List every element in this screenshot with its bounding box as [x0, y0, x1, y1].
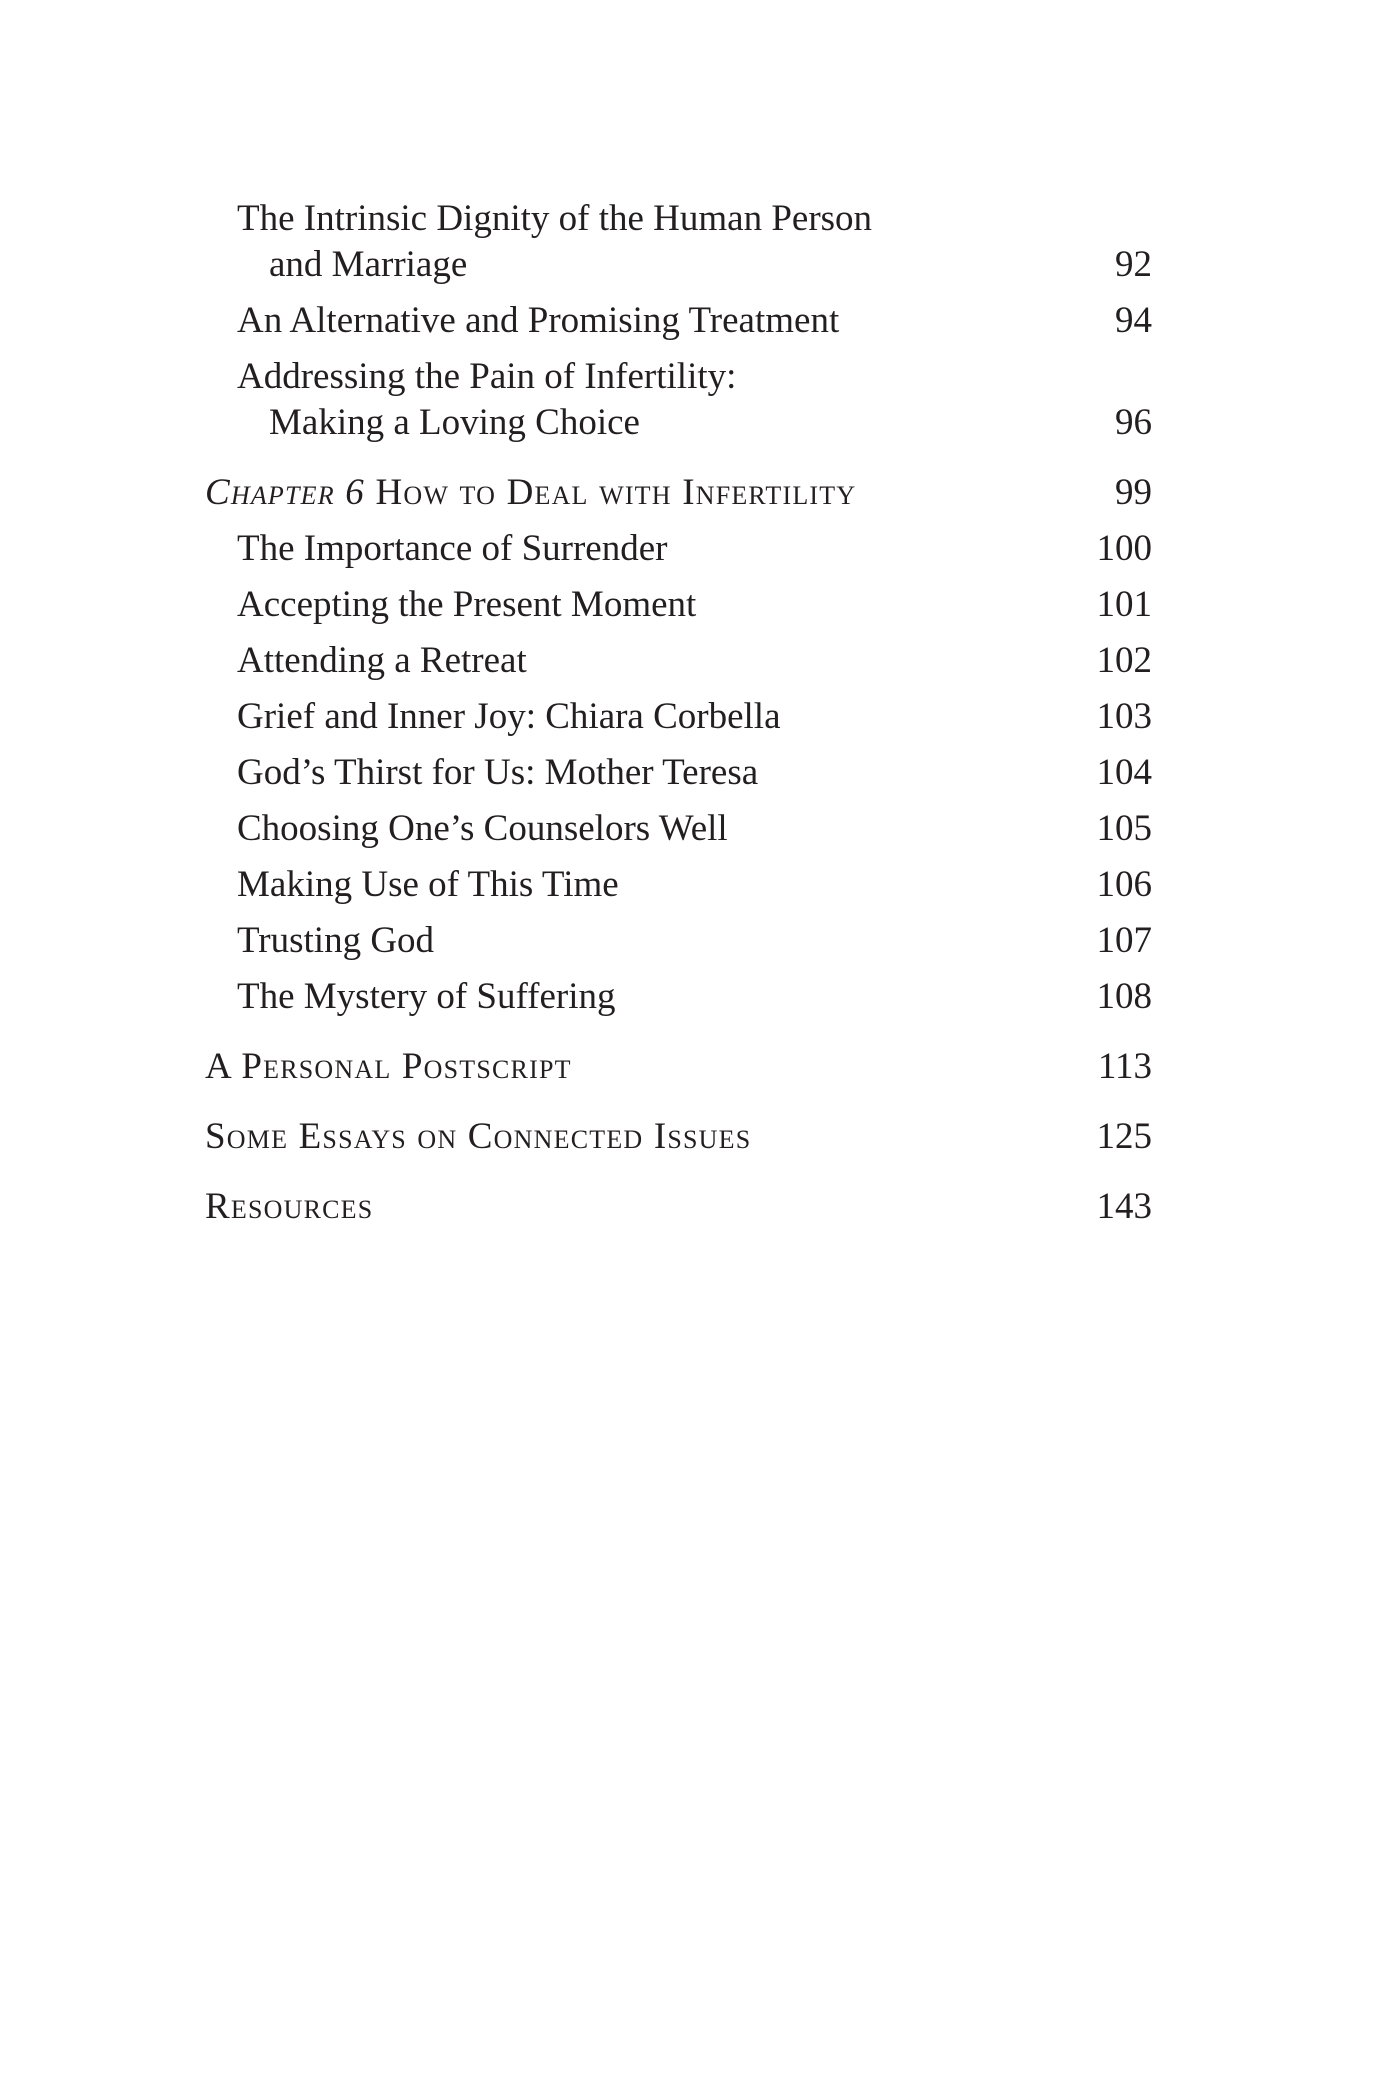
- chapter-label: Chapter 6: [205, 472, 365, 513]
- toc-entry-title: Choosing One’s Counselors Well: [237, 808, 728, 849]
- toc-entry: [237, 694, 1152, 740]
- toc-entry: [237, 862, 1152, 908]
- toc-entry-title: Attending a Retreat: [237, 640, 527, 681]
- toc-page-number: 94: [1115, 300, 1152, 341]
- toc-page-number: 125: [1096, 1116, 1152, 1157]
- toc-entry-title: Grief and Inner Joy: Chiara Corbella: [237, 696, 781, 737]
- toc-entry-title: God’s Thirst for Us: Mother Teresa: [237, 752, 759, 793]
- toc-entry-title: Accepting the Present Moment: [237, 584, 697, 625]
- back-matter-title: A Personal Postscript: [205, 1046, 572, 1087]
- toc-entry: [237, 526, 1152, 572]
- toc-entry: [237, 582, 1152, 628]
- toc-entry-title: The Intrinsic Dignity of the Human Person: [237, 198, 873, 239]
- toc-entry: [237, 974, 1152, 1020]
- toc-entry: [237, 918, 1152, 964]
- toc-entry-title: Making Use of This Time: [237, 864, 619, 905]
- toc-page-number: 100: [1096, 528, 1152, 569]
- toc-page-number: 99: [1115, 472, 1152, 513]
- toc-entry: [237, 638, 1152, 684]
- toc-back-matter-heading: [205, 1114, 1152, 1160]
- toc-entry: [237, 298, 1152, 344]
- back-matter-title: Resources: [205, 1186, 374, 1227]
- toc-page-number: 101: [1096, 584, 1152, 625]
- toc-page-number: 113: [1097, 1046, 1152, 1087]
- toc-page-number: 104: [1096, 752, 1152, 793]
- toc-entry-title-continued: Making a Loving Choice: [269, 402, 640, 443]
- toc-back-matter-heading: [205, 1044, 1152, 1090]
- toc-entry: [237, 196, 1152, 288]
- table-of-contents: [205, 196, 1152, 1240]
- toc-entry: [237, 750, 1152, 796]
- toc-page-number: 105: [1096, 808, 1152, 849]
- toc-entry: [237, 806, 1152, 852]
- toc-entry-title: Trusting God: [237, 920, 435, 961]
- toc-page-number: 102: [1096, 640, 1152, 681]
- toc-entry-title: The Mystery of Suffering: [237, 976, 616, 1017]
- toc-entry-title: Addressing the Pain of Infertility:: [237, 356, 737, 397]
- toc-page-number: 106: [1096, 864, 1152, 905]
- toc-page-number: 92: [1115, 244, 1152, 285]
- toc-page-number: 107: [1096, 920, 1152, 961]
- chapter-title: How to Deal with Infertility: [375, 472, 857, 513]
- back-matter-title: Some Essays on Connected Issues: [205, 1116, 752, 1157]
- toc-entry-title: The Importance of Surrender: [237, 528, 668, 569]
- toc-entry: [237, 354, 1152, 446]
- toc-page-number: 143: [1096, 1186, 1152, 1227]
- toc-entry-title-continued: and Marriage: [269, 244, 468, 285]
- toc-page-number: 96: [1115, 402, 1152, 443]
- toc-page-number: 103: [1096, 696, 1152, 737]
- toc-entry-title: An Alternative and Promising Treatment: [237, 300, 840, 341]
- toc-back-matter-heading: [205, 1184, 1152, 1230]
- toc-chapter-heading: [205, 470, 1152, 516]
- toc-page-number: 108: [1096, 976, 1152, 1017]
